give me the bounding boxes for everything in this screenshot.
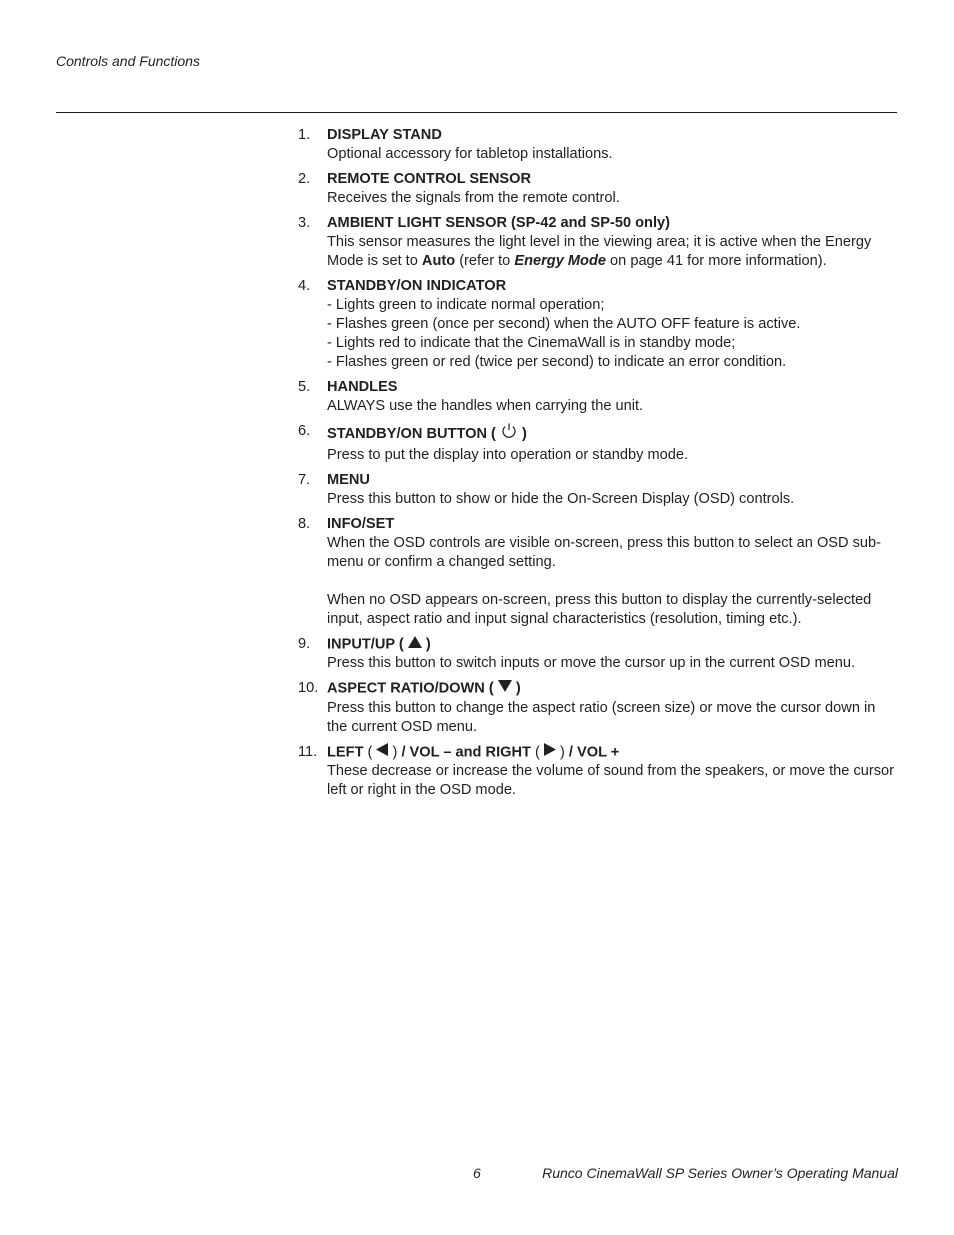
item-number: 2. [298,171,311,187]
indicator-line: - Flashes green or red (twice per second) to indicate an error condition. [327,354,787,370]
power-icon [500,422,518,446]
list-item [298,679,896,736]
manual-title: Runco CinemaWall SP Series Owner’s Operating Manual [542,1165,898,1181]
item-title: DISPLAY STAND [327,127,442,143]
item-number: 1. [298,127,311,143]
triangle-left-icon [376,743,388,762]
item-title: INFO/SET [327,516,395,532]
item-number: 5. [298,379,311,395]
item-description-secondary: When no OSD appears on-screen, press this button to display the currently-selected input, aspect ratio and input signal characteristics (resolution, timing etc.). [327,592,872,627]
list-item [298,170,896,208]
item-title: LEFT ( ) / VOL – and RIGHT ( ) / VOL + [327,744,620,761]
item-description: These decrease or increase the volume of sound from the speakers, or move the cursor left or right in the OSD mode. [327,763,895,799]
page-number: 6 [473,1165,481,1181]
item-title: REMOTE CONTROL SENSOR [327,171,532,187]
indicator-line: - Flashes green (once per second) when the AUTO OFF feature is active. [327,316,801,332]
indicator-line: - Lights green to indicate normal operation; [327,297,605,313]
indicator-line: - Lights red to indicate that the CinemaWall is in standby mode; [327,335,736,351]
triangle-up-icon [408,635,422,654]
list-item [298,515,896,629]
item-number: 7. [298,472,311,488]
item-title: AMBIENT LIGHT SENSOR (SP-42 and SP-50 only) [327,215,670,231]
item-description: When the OSD controls are visible on-screen, press this button to select an OSD sub-menu or confirm a changed setting. [327,535,882,570]
item-description: Optional accessory for tabletop installations. [327,146,613,162]
item-description: Press to put the display into operation or standby mode. [327,447,689,463]
item-description: This sensor measures the light level in the viewing area; it is active when the Energy Mode is set to Auto (refer to Energy Mode on page 41 for more information). [327,234,872,269]
item-number: 4. [298,278,311,294]
item-number: 11. [298,743,318,760]
list-item [298,214,896,271]
item-description: Press this button to change the aspect ratio (screen size) or move the cursor down in the current OSD menu. [327,699,876,735]
item-number: 6. [298,423,311,439]
item-title: INPUT/UP ( ) [327,636,431,653]
running-header: Controls and Functions [56,53,200,69]
item-description: Receives the signals from the remote control. [327,190,620,206]
item-title: MENU [327,472,370,488]
triangle-down-icon [498,679,512,698]
triangle-right-icon [544,743,556,762]
list-item [298,378,896,416]
item-description: Press this button to switch inputs or move the cursor up in the current OSD menu. [327,655,856,672]
item-title: STANDBY/ON BUTTON ( ) [327,422,896,446]
item-number: 8. [298,516,311,532]
list-item [298,126,896,164]
list-item [298,743,896,800]
item-description: Press this button to show or hide the On-Screen Display (OSD) controls. [327,491,795,507]
list-item [298,471,896,509]
header-rule [56,112,897,113]
list-item [298,635,896,673]
item-title: ASPECT RATIO/DOWN ( ) [327,680,521,697]
item-number: 9. [298,636,311,652]
item-number: 10. [298,680,319,697]
item-number: 3. [298,215,311,231]
list-item [298,422,896,465]
list-item [298,277,896,372]
controls-list [298,126,896,806]
item-title: HANDLES [327,379,398,395]
item-description: ALWAYS use the handles when carrying the unit. [327,398,644,414]
item-title: STANDBY/ON INDICATOR [327,278,507,294]
